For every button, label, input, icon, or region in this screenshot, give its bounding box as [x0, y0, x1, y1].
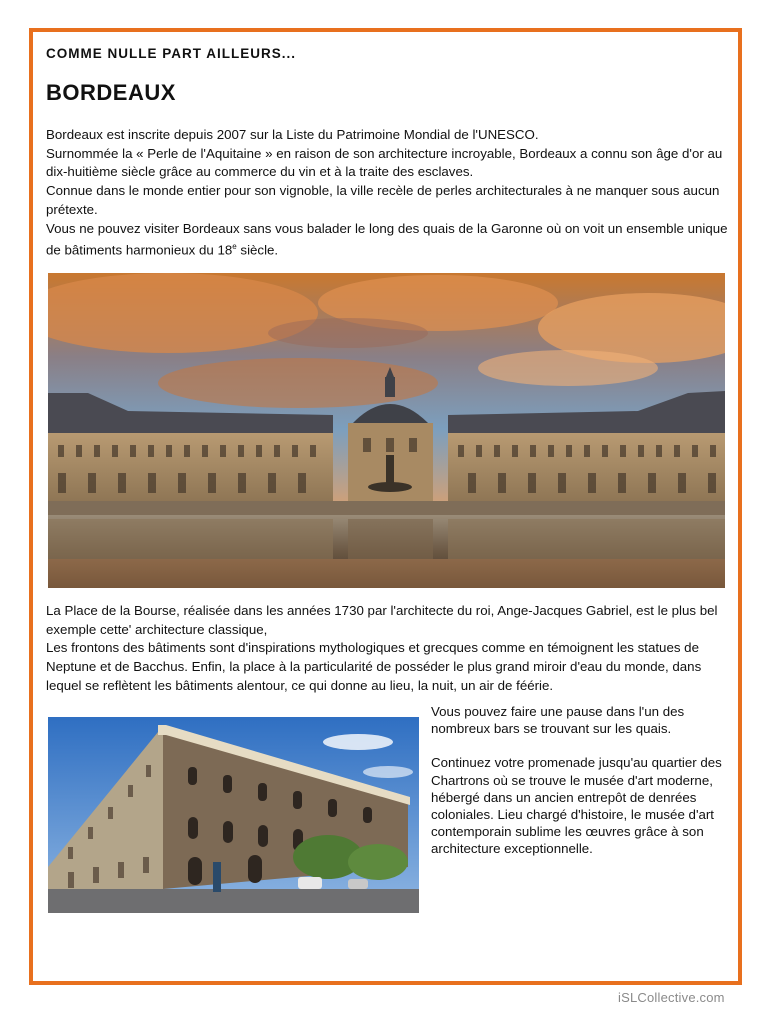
watermark: iSLCollective.com: [618, 990, 725, 1005]
side-text: [431, 703, 731, 875]
kicker-heading: COMME NULLE PART AILLEURS...: [46, 46, 296, 61]
quais-text: Vous ne pouvez visiter Bordeaux sans vous balader le long des quais de la Garonne où on voit un ensemble unique de bâtiments harmonieux du 18: [46, 220, 728, 258]
bourse-paragraph-frontons: Les frontons des bâtiments sont d'inspirations mythologiques et grecques comme en témoignent les statues de Neptune et de Bacchus. Enfin, la place à la particularité de posséder le plus grand miroir d'eau du monde, dans lequel se reflètent les bâtiments alentour, ce qui donne au lieu, la nuit, un air de féérie.: [46, 640, 702, 693]
bourse-illustration: [48, 273, 725, 588]
page-title: BORDEAUX: [46, 80, 176, 105]
intro-text: [46, 126, 728, 260]
bourse-paragraph-history: La Place de la Bourse, réalisée dans les années 1730 par l'architecte du roi, Ange-Jacques Gabriel, est le plus bel exemple cette' architecture classique,: [46, 603, 718, 637]
side-paragraph-chartrons: Continuez votre promenade jusqu'au quartier des Chartrons où se trouve le musée d'art moderne, hébergé dans un ancien entrepôt de denrées coloniales. Lieu chargé d'histoire, le musée d'art contemporain sublime les œuvres grâce à son architecture exceptionnelle.: [431, 755, 722, 857]
chartrons-warehouse-photo: [48, 717, 419, 913]
intro-paragraph-quais: [46, 220, 728, 261]
intro-paragraph-unesco: Bordeaux est inscrite depuis 2007 sur la Liste du Patrimoine Mondial de l'UNESCO.: [46, 127, 539, 142]
side-paragraph-bars: Vous pouvez faire une pause dans l'un des nombreux bars se trouvant sur les quais.: [431, 704, 685, 737]
warehouse-illustration: [48, 717, 419, 913]
place-de-la-bourse-photo: [48, 273, 725, 588]
intro-paragraph-perle: Surnommée la « Perle de l'Aquitaine » en raison de son architecture incroyable, Bordeaux a connu son âge d'or au dix-huitième siècle grâce au commerce du vin et à la traite des esclaves.: [46, 145, 723, 180]
bourse-text: [46, 602, 728, 696]
intro-paragraph-vignoble: Connue dans le monde entier pour son vignoble, la ville recèle de perles architecturales à ne manquer sous aucun prétexte.: [46, 183, 720, 217]
quais-text-end: siècle.: [236, 242, 279, 258]
century-superscript: e: [232, 242, 237, 252]
